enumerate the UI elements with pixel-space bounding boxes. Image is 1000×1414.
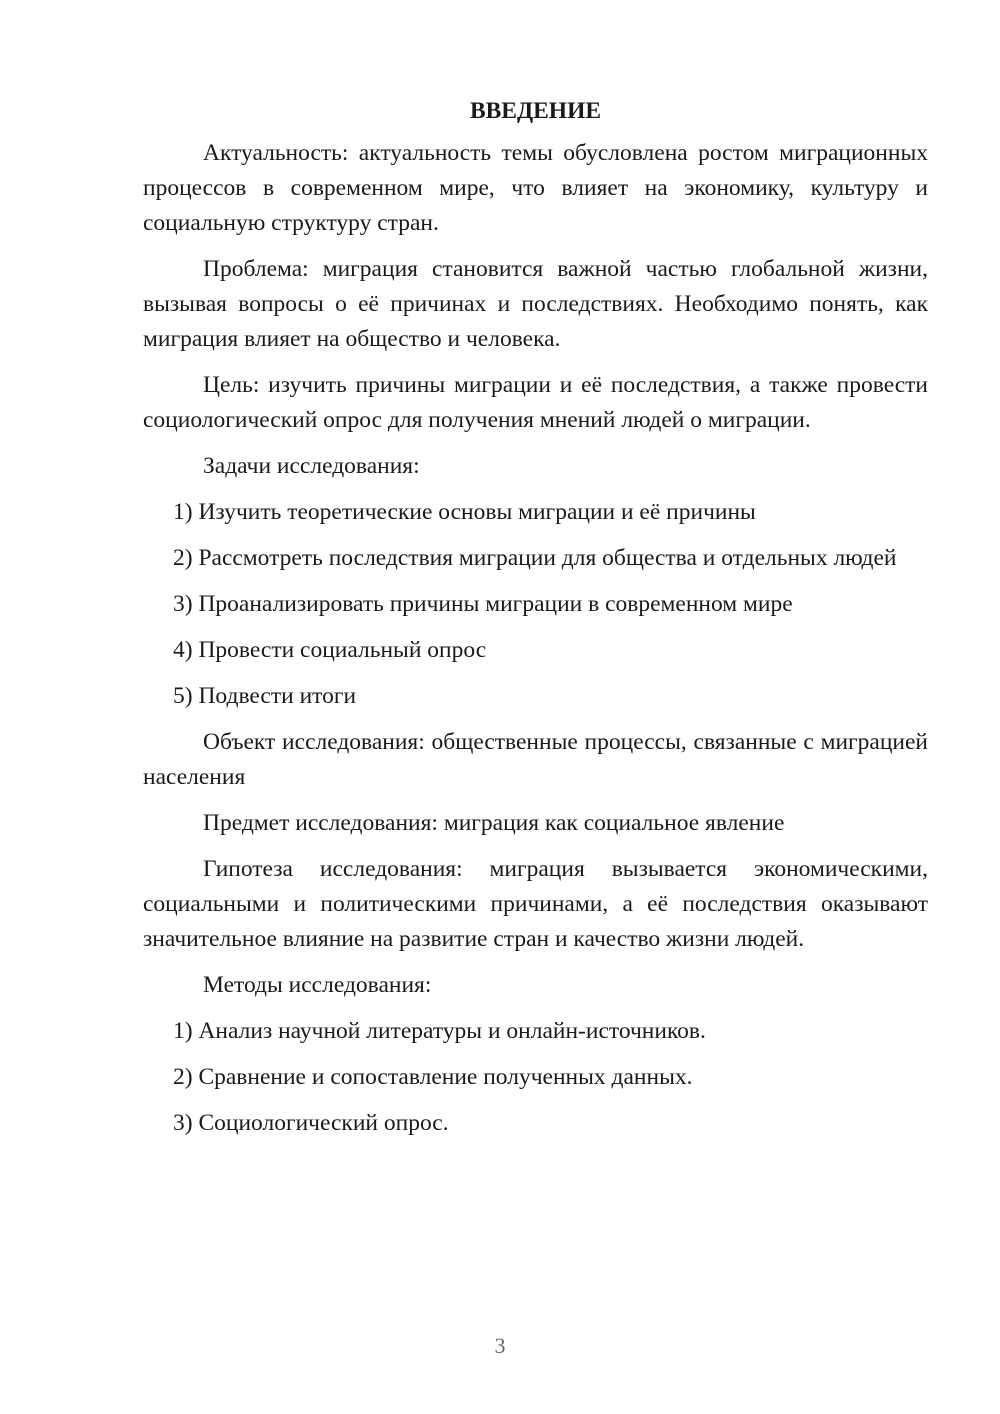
task-item-5: 5) Подвести итоги — [173, 683, 357, 709]
page-content — [143, 96, 928, 1152]
section-title: ВВЕДЕНИЕ — [469, 98, 602, 124]
task-item-2: 2) Рассмотреть последствия миграции для общества и отдельных людей — [173, 545, 897, 571]
hypothesis-paragraph: Гипотеза исследования: миграция вызывается экономическими, социальными и политическими причинами, а её последствия оказывают значительное влияние на развитие стран и качество жизни людей. — [143, 856, 928, 952]
problem-paragraph: Проблема: миграция становится важной частью глобальной жизни, вызывая вопросы о её причинах и последствиях. Необходимо понять, как миграция влияет на общество и человека. — [143, 256, 928, 352]
method-item-1: 1) Анализ научной литературы и онлайн-источников. — [173, 1018, 706, 1044]
task-item-4: 4) Провести социальный опрос — [173, 637, 487, 663]
tasks-heading: Задачи исследования: — [203, 453, 420, 479]
method-item-3: 3) Социологический опрос. — [173, 1110, 449, 1136]
object-paragraph: Объект исследования: общественные процессы, связанные с миграцией населения — [143, 729, 928, 790]
task-item-1: 1) Изучить теоретические основы миграции и её причины — [173, 499, 756, 525]
method-item-2: 2) Сравнение и сопоставление полученных данных. — [173, 1064, 693, 1090]
methods-heading: Методы исследования: — [203, 972, 432, 998]
task-item-3: 3) Проанализировать причины миграции в современном мире — [173, 591, 793, 617]
subject-paragraph: Предмет исследования: миграция как социальное явление — [203, 810, 785, 836]
goal-paragraph: Цель: изучить причины миграции и её последствия, а также провести социологический опрос для получения мнений людей о миграции. — [143, 372, 928, 433]
relevance-paragraph: Актуальность: актуальность темы обусловлена ростом миграционных процессов в современном мире, что влияет на экономику, культуру и социальную структуру стран. — [143, 140, 928, 236]
page-number: 3 — [494, 1333, 506, 1358]
